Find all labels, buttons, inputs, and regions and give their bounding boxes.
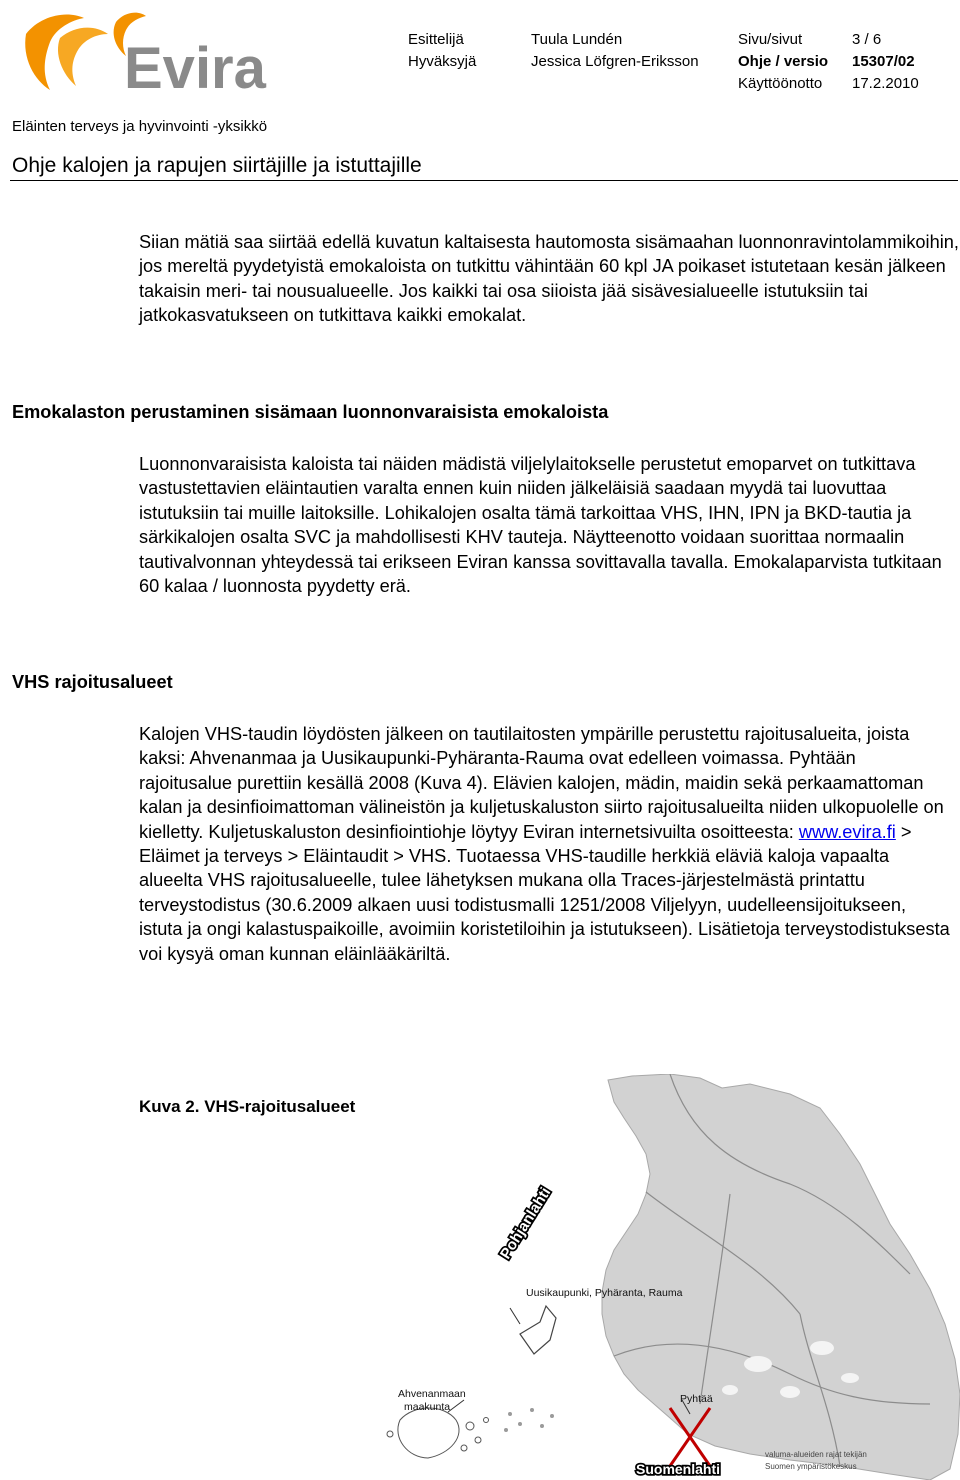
- approver-label: Hyväksyjä: [408, 53, 477, 70]
- label-ahvenanmaa-1: Ahvenanmaan: [398, 1388, 466, 1400]
- header-divider: [10, 180, 958, 181]
- document-title: Ohje kalojen ja rapujen siirtäjille ja istuttajille: [12, 154, 422, 177]
- deploy-label: Käyttöönotto: [738, 75, 823, 92]
- section-heading-vhs: VHS rajoitusalueet: [12, 672, 173, 692]
- evira-link[interactable]: www.evira.fi: [798, 821, 896, 842]
- map-credit-1: valuma-alueiden rajat tekijän: [765, 1450, 867, 1459]
- page-label: Sivu/sivut: [738, 31, 803, 48]
- label-ahvenanmaa-2: maakunta: [404, 1401, 451, 1413]
- logo-text: Evira: [124, 36, 266, 94]
- unit-name: Eläinten terveys ja hyvinvointi -yksikkö: [12, 118, 268, 135]
- section2-text-end: > Eläimet ja terveys > Eläintaudit > VHS. Tuotaessa VHS-taudille herkkiä eläviä kaloja vapaalta alueelta VHS rajoitusalueelle, tulee lähetyksen mukana olla Traces-järjestelmästä printattu terveystodistus (30.6.2009 alkaen uusi todistusmalli 1251/2008 Viljelyyn, uudelleensijoitukseen, istuta ja ongi kalastuspaikoille, avoimiin koristetiloihin ja istutukseen). Lisätietoja terveystodistuksesta voi kysyä oman kunnan eläinlääkäriltä.: [139, 821, 950, 964]
- section1-text: Luonnonvaraisista kaloista tai näiden mädistä viljelylaitokselle perustetut emoparvet on tutkittava vastustettavien eläintautien varalta ennen kuin niiden jälkeläisiä saadaan myydä tai luovuttaa istutuksiin tai muille laitoksille. Lohikalojen osalta tämä tarkoittaa VHS, IHN, IPN ja BKD-tautia ja särkikalojen osalta SVC ja mahdollisesti KHV tauteja. Näytteenotto voidaan suorittaa normaalin tautivalvonnan yhteydessä tai erikseen Eviran kanssa sovittavalla tavalla. Emokalaparvista tutkitaan 60 kalaa / luonnosta pyydetty erä.: [139, 454, 942, 597]
- version-label: Ohje / versio: [738, 53, 829, 70]
- section2-text-start: Kalojen VHS-taudin löydösten jälkeen on tautilaitosten ympärille perustettu rajoitusalueita, joista kaksi: Ahvenanmaa ja Uusikaupunki-Pyhäranta-Rauma ovat edelleen voimassa. Pyhtään rajoitusalue purettiin kesällä 2008 (Kuva 4). Elävien kalojen, mädin, maidin sekä perkaamattoman kalan ja desinfioimattoman välineistön ja kuljetuskaluston siirto rajoitusalueilta niiden ulkopuolelle on kielletty. Kuljetuskaluston desinfiointiohje löytyy Eviran internetsivuilta osoitteesta:: [139, 724, 944, 842]
- section-heading-emokalasto: Emokalaston perustaminen sisämaan luonnonvaraisista emokaloista: [12, 402, 609, 422]
- evira-logo: [20, 8, 280, 94]
- section2-text: [139, 722, 953, 966]
- label-suomenlahti: Suomenlahti: [636, 1461, 721, 1477]
- deploy-date: 17.2.2010: [852, 75, 919, 92]
- section2-paragraph: [139, 722, 953, 966]
- label-pyhtaa: Pyhtää: [680, 1393, 713, 1405]
- presenter-label: Esittelijä: [408, 31, 464, 48]
- page-value: 3 / 6: [852, 31, 882, 48]
- label-uusikaupunki: Uusikaupunki, Pyhäranta, Rauma: [526, 1287, 683, 1299]
- approver-name: Jessica Löfgren-Eriksson: [531, 53, 699, 70]
- map-credit-2: Suomen ympäristökeskus: [765, 1462, 857, 1471]
- presenter-name: Tuula Lundén: [531, 31, 623, 48]
- section1-paragraph: [139, 452, 959, 598]
- version-value: 15307/02: [852, 53, 915, 70]
- figure-caption: Kuva 2. VHS-rajoitusalueet: [139, 1097, 356, 1116]
- label-pohjanlahti: Pohjanlahti: [496, 1184, 555, 1263]
- intro-text: Siian mätiä saa siirtää edellä kuvatun kaltaisesta hautomosta sisämaahan luonnonravintolammikoihin, jos mereltä pyydetyistä emokaloista on tutkittu vähintään 60 kpl JA poikaset istutetaan kesän jälkeen takaisin meri- tai nousualueelle. Jos kaikki tai osa siioista jää sisävesialueelle istutuksiin tai jatkokasvatukseen on tutkittava kaikki emokalat.: [139, 232, 959, 326]
- vhs-map: [370, 1074, 960, 1480]
- intro-paragraph: [139, 230, 959, 328]
